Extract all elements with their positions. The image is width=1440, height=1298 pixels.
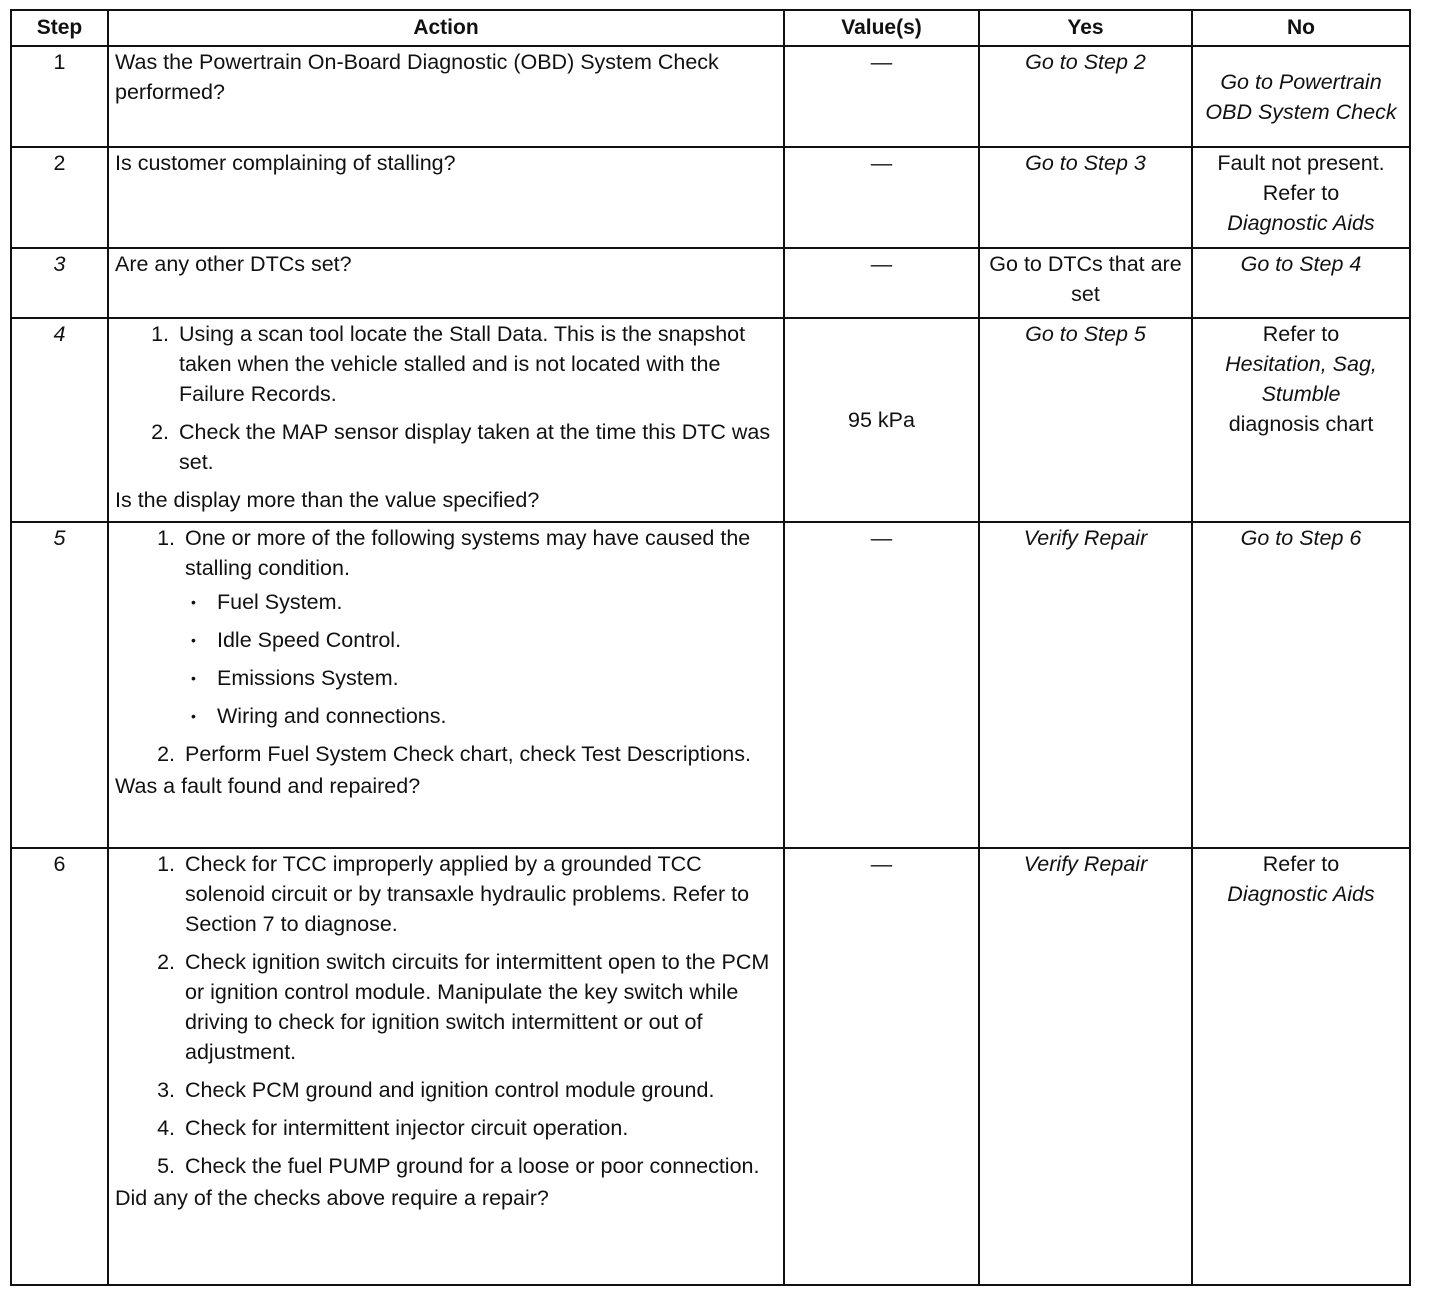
value-cell: —: [784, 848, 979, 1285]
action-step: 2. Check ignition switch circuits for intermittent open to the PCM or ignition control module. Manipulate the key switch while driving to check for ignition switch intermittent or out of adjustment.: [181, 947, 777, 1067]
no-link[interactable]: Go to Powertrain OBD System Check: [1205, 69, 1397, 124]
table-row: [11, 522, 1410, 848]
value-cell: 95 kPa: [784, 318, 979, 522]
step-number: 5: [11, 522, 108, 848]
action-steps: [115, 319, 777, 477]
yes-cell[interactable]: Verify Repair: [979, 848, 1192, 1285]
action-cell: [108, 318, 784, 522]
no-text: Fault not present.: [1217, 151, 1385, 175]
action-step: 1. Check for TCC improperly applied by a grounded TCC solenoid circuit or by transaxle hydraulic problems. Refer to Section 7 to diagnose.: [181, 849, 777, 939]
action-step: 5. Check the fuel PUMP ground for a loose or poor connection.: [181, 1151, 777, 1181]
value-cell: —: [784, 46, 979, 147]
action-cell: [108, 248, 784, 318]
value-cell: —: [784, 248, 979, 318]
action-step-text: One or more of the following systems may have caused the stalling condition.: [185, 526, 751, 580]
action-cell: [108, 147, 784, 248]
action-question: Did any of the checks above require a repair?: [115, 1186, 549, 1210]
header-action: Action: [108, 10, 784, 46]
table-row: [11, 248, 1410, 318]
yes-cell[interactable]: Go to Step 3: [979, 147, 1192, 248]
action-cell: [108, 522, 784, 848]
action-step: 2. Check the MAP sensor display taken at the time this DTC was set.: [175, 417, 777, 477]
action-steps: [115, 849, 777, 1181]
list-item: • Fuel System.: [185, 587, 777, 617]
no-text: Refer to: [1262, 852, 1340, 876]
no-link[interactable]: Diagnostic Aids: [1227, 211, 1375, 235]
action-cell: [108, 848, 784, 1285]
yes-cell[interactable]: Go to Step 2: [979, 46, 1192, 147]
no-cell[interactable]: Go to Step 4: [1192, 248, 1410, 318]
table-row: [11, 147, 1410, 248]
step-number: 1: [11, 46, 108, 147]
action-steps: [115, 523, 777, 769]
action-step: 4. Check for intermittent injector circuit operation.: [181, 1113, 777, 1143]
no-cell: [1192, 318, 1410, 522]
step-number: 4: [11, 318, 108, 522]
action-step: 3. Check PCM ground and ignition control module ground.: [181, 1075, 777, 1105]
step-number: 2: [11, 147, 108, 248]
no-cell: [1192, 147, 1410, 248]
no-text: Refer to: [1262, 181, 1340, 205]
table-row: [11, 848, 1410, 1285]
action-cell: [108, 46, 784, 147]
no-text: Refer to: [1262, 322, 1340, 346]
action-question: Are any other DTCs set?: [115, 252, 352, 276]
list-item: • Wiring and connections.: [185, 701, 777, 731]
no-link[interactable]: Diagnostic Aids: [1227, 882, 1375, 906]
action-question: Is customer complaining of stalling?: [115, 151, 456, 175]
no-text: diagnosis chart: [1228, 412, 1374, 436]
yes-cell[interactable]: Verify Repair: [979, 522, 1192, 848]
no-cell[interactable]: [1192, 46, 1410, 147]
action-question: Was a fault found and repaired?: [115, 774, 421, 798]
header-step: Step: [11, 10, 108, 46]
diagnostic-table: [10, 9, 1411, 1286]
header-values: Value(s): [784, 10, 979, 46]
header-row: [11, 10, 1410, 46]
action-question: Was the Powertrain On-Board Diagnostic (OBD) System Check performed?: [115, 50, 719, 104]
system-list: [185, 587, 777, 731]
step-number: 6: [11, 848, 108, 1285]
header-no: No: [1192, 10, 1410, 46]
value-cell: —: [784, 147, 979, 248]
action-question: Is the display more than the value specified?: [115, 488, 540, 512]
list-item: • Idle Speed Control.: [185, 625, 777, 655]
no-link[interactable]: Hesitation, Sag, Stumble: [1225, 352, 1377, 406]
value-cell: —: [784, 522, 979, 848]
no-cell[interactable]: Go to Step 6: [1192, 522, 1410, 848]
action-step: [181, 523, 777, 731]
list-item: • Emissions System.: [185, 663, 777, 693]
table-row: [11, 318, 1410, 522]
action-step: 2. Perform Fuel System Check chart, check Test Descriptions.: [181, 739, 777, 769]
header-yes: Yes: [979, 10, 1192, 46]
yes-cell[interactable]: Go to DTCs that are set: [979, 248, 1192, 318]
yes-cell[interactable]: Go to Step 5: [979, 318, 1192, 522]
action-step: 1. Using a scan tool locate the Stall Data. This is the snapshot taken when the vehicle stalled and is not located with the Failure Records.: [175, 319, 777, 409]
no-cell: [1192, 848, 1410, 1285]
table-row: [11, 46, 1410, 147]
step-number: 3: [11, 248, 108, 318]
